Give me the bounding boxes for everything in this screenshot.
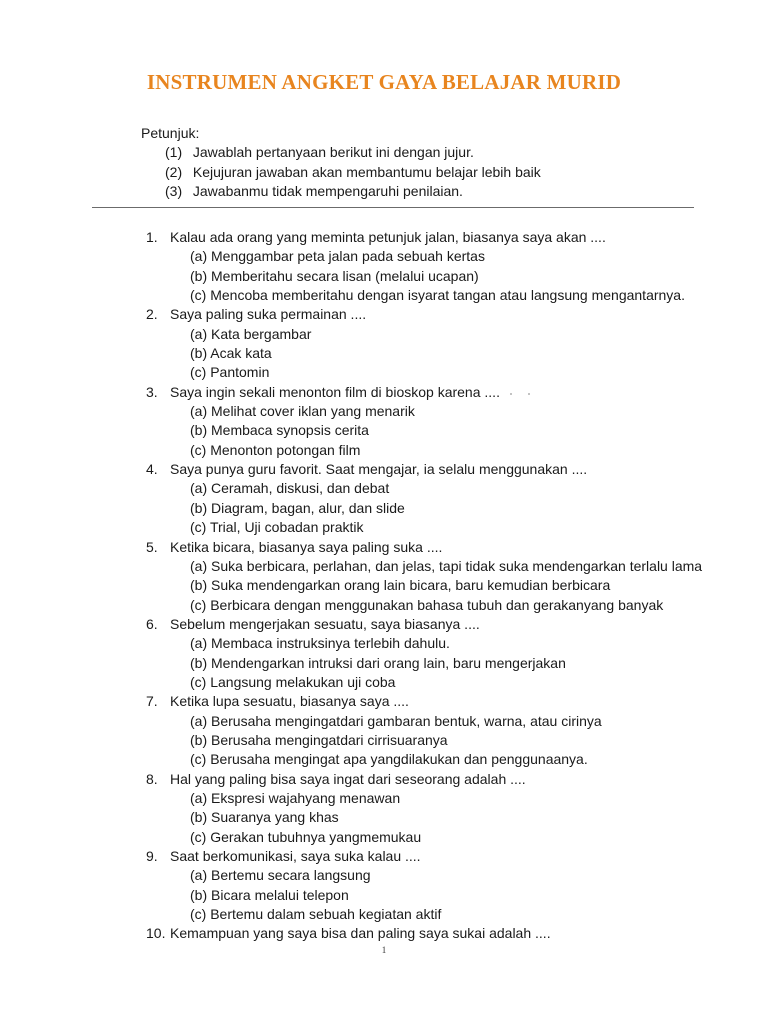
answer-option-text: (a) Kata bergambar <box>190 325 312 342</box>
answer-option-text: (c) Trial, Uji cobadan praktik <box>190 519 364 536</box>
answer-option-text: (a) Suka berbicara, perlahan, dan jelas, tapi tidak suka mendengarkan terlalu lama <box>190 557 703 574</box>
answer-option <box>0 479 768 498</box>
answer-option-text: (b) Mendengarkan intruksi dari orang lain, baru mengerjakan <box>190 654 566 671</box>
instructions-heading: Petunjuk: <box>141 125 200 141</box>
answer-option-text: (b) Membaca synopsis cerita <box>190 422 369 439</box>
horizontal-divider <box>92 207 694 208</box>
question-text: Saya paling suka permainan .... <box>170 306 367 323</box>
answer-option <box>0 441 768 460</box>
answer-option <box>0 596 768 615</box>
document-title: INSTRUMEN ANGKET GAYA BELAJAR MURID <box>146 70 622 94</box>
question-row <box>0 460 768 479</box>
answer-option <box>0 267 768 286</box>
answer-option <box>0 499 768 518</box>
answer-option-text: (b) Suka mendengarkan orang lain bicara, baru kemudian berbicara <box>190 577 611 594</box>
answer-option <box>0 325 768 344</box>
answer-option <box>0 576 768 595</box>
answer-option-text: (c) Langsung melakukan uji coba <box>190 673 396 690</box>
answer-option <box>0 712 768 731</box>
answer-option-text: (c) Mencoba memberitahu dengan isyarat tangan atau langsung mengantarnya. <box>190 287 685 304</box>
scan-speck <box>528 393 530 395</box>
answer-option <box>0 750 768 769</box>
answer-option <box>0 654 768 673</box>
question-list <box>0 228 768 944</box>
question-row <box>0 770 768 789</box>
answer-option-text: (a) Ceramah, diskusi, dan debat <box>190 480 390 497</box>
question-text: Hal yang paling bisa saya ingat dari seseorang adalah .... <box>170 770 526 787</box>
answer-option-text: (b) Diagram, bagan, alur, dan slide <box>190 499 405 516</box>
question-number: 4. <box>146 461 158 478</box>
question-text: Saat berkomunikasi, saya suka kalau .... <box>170 848 421 864</box>
instruction-text: Kejujuran jawaban akan membantumu belajar lebih baik <box>192 163 541 180</box>
question-number: 6. <box>146 615 158 632</box>
instruction-item <box>165 143 541 163</box>
instruction-item <box>165 182 541 202</box>
instruction-text: Jawabanmu tidak mempengaruhi penilaian. <box>192 183 463 199</box>
answer-option-text: (b) Acak kata <box>190 345 272 362</box>
question-row <box>0 305 768 324</box>
question-row <box>0 228 768 247</box>
question-text: Ketika lupa sesuatu, biasanya saya .... <box>170 693 409 710</box>
question-text: Ketika bicara, biasanya saya paling suka .... <box>170 538 443 555</box>
answer-option-text: (c) Berusaha mengingat apa yangdilakukan dan penggunaanya. <box>190 751 588 768</box>
question-number: 9. <box>146 848 158 864</box>
question-text: Saya punya guru favorit. Saat mengajar, ia selalu menggunakan .... <box>170 461 588 478</box>
answer-option-text: (c) Gerakan tubuhnya yangmemukau <box>190 828 422 845</box>
question-number: 5. <box>146 538 158 555</box>
question-text: Saya ingin sekali menonton film di bioskop karena .... <box>170 383 500 400</box>
answer-option <box>0 866 768 885</box>
answer-option <box>0 557 768 576</box>
instruction-number: (2) <box>165 163 183 180</box>
question-number: 7. <box>146 693 158 710</box>
answer-option <box>0 634 768 653</box>
answer-option <box>0 247 768 266</box>
instructions-list <box>165 143 541 202</box>
answer-option-text: (c) Pantomin <box>190 364 270 381</box>
answer-option-text: (c) Menonton potongan film <box>190 441 361 458</box>
question-number: 10. <box>146 925 166 942</box>
answer-option <box>0 402 768 421</box>
question-row <box>0 538 768 557</box>
answer-option-text: (b) Suaranya yang khas <box>190 809 339 826</box>
instruction-number: (1) <box>165 144 183 160</box>
answer-option <box>0 828 768 847</box>
answer-option <box>0 808 768 827</box>
answer-option <box>0 518 768 537</box>
answer-option <box>0 886 768 905</box>
question-row <box>0 692 768 711</box>
answer-option <box>0 731 768 750</box>
answer-option-text: (a) Ekspresi wajahyang menawan <box>190 789 401 806</box>
answer-option-text: (a) Menggambar peta jalan pada sebuah kertas <box>190 248 485 265</box>
instruction-item <box>165 163 541 183</box>
answer-option-text: (a) Berusaha mengingatdari gambaran bentuk, warna, atau cirinya <box>190 712 602 729</box>
answer-option-text: (c) Bertemu dalam sebuah kegiatan aktif <box>190 906 442 923</box>
answer-option-text: (a) Melihat cover iklan yang menarik <box>190 403 415 420</box>
question-text: Kemampuan yang saya bisa dan paling saya sukai adalah .... <box>170 925 551 942</box>
answer-option <box>0 363 768 382</box>
instruction-text: Jawablah pertanyaan berikut ini dengan jujur. <box>192 144 474 160</box>
instruction-number: (3) <box>165 183 183 199</box>
answer-option-text: (a) Bertemu secara langsung <box>190 867 371 884</box>
question-row <box>0 847 768 866</box>
answer-option <box>0 421 768 440</box>
question-text: Sebelum mengerjakan sesuatu, saya biasanya .... <box>170 615 480 632</box>
answer-option <box>0 344 768 363</box>
question-row <box>0 924 768 943</box>
answer-option <box>0 673 768 692</box>
answer-option-text: (b) Memberitahu secara lisan (melalui ucapan) <box>190 267 479 284</box>
answer-option <box>0 905 768 924</box>
answer-option-text: (b) Berusaha mengingatdari cirrisuaranya <box>190 731 448 748</box>
question-number: 3. <box>146 383 158 400</box>
page-number: 1 <box>381 945 387 955</box>
answer-option-text: (c) Berbicara dengan menggunakan bahasa tubuh dan gerakanyang banyak <box>190 596 664 613</box>
answer-option-text: (b) Bicara melalui telepon <box>190 886 349 903</box>
question-number: 1. <box>146 229 158 245</box>
answer-option-text: (a) Membaca instruksinya terlebih dahulu. <box>190 635 450 652</box>
question-number: 8. <box>146 770 158 787</box>
answer-option <box>0 286 768 305</box>
answer-option <box>0 789 768 808</box>
question-text: Kalau ada orang yang meminta petunjuk jalan, biasanya saya akan .... <box>170 229 606 245</box>
scan-speck <box>510 393 512 395</box>
question-row <box>0 383 768 402</box>
question-row <box>0 615 768 634</box>
question-number: 2. <box>146 306 158 323</box>
